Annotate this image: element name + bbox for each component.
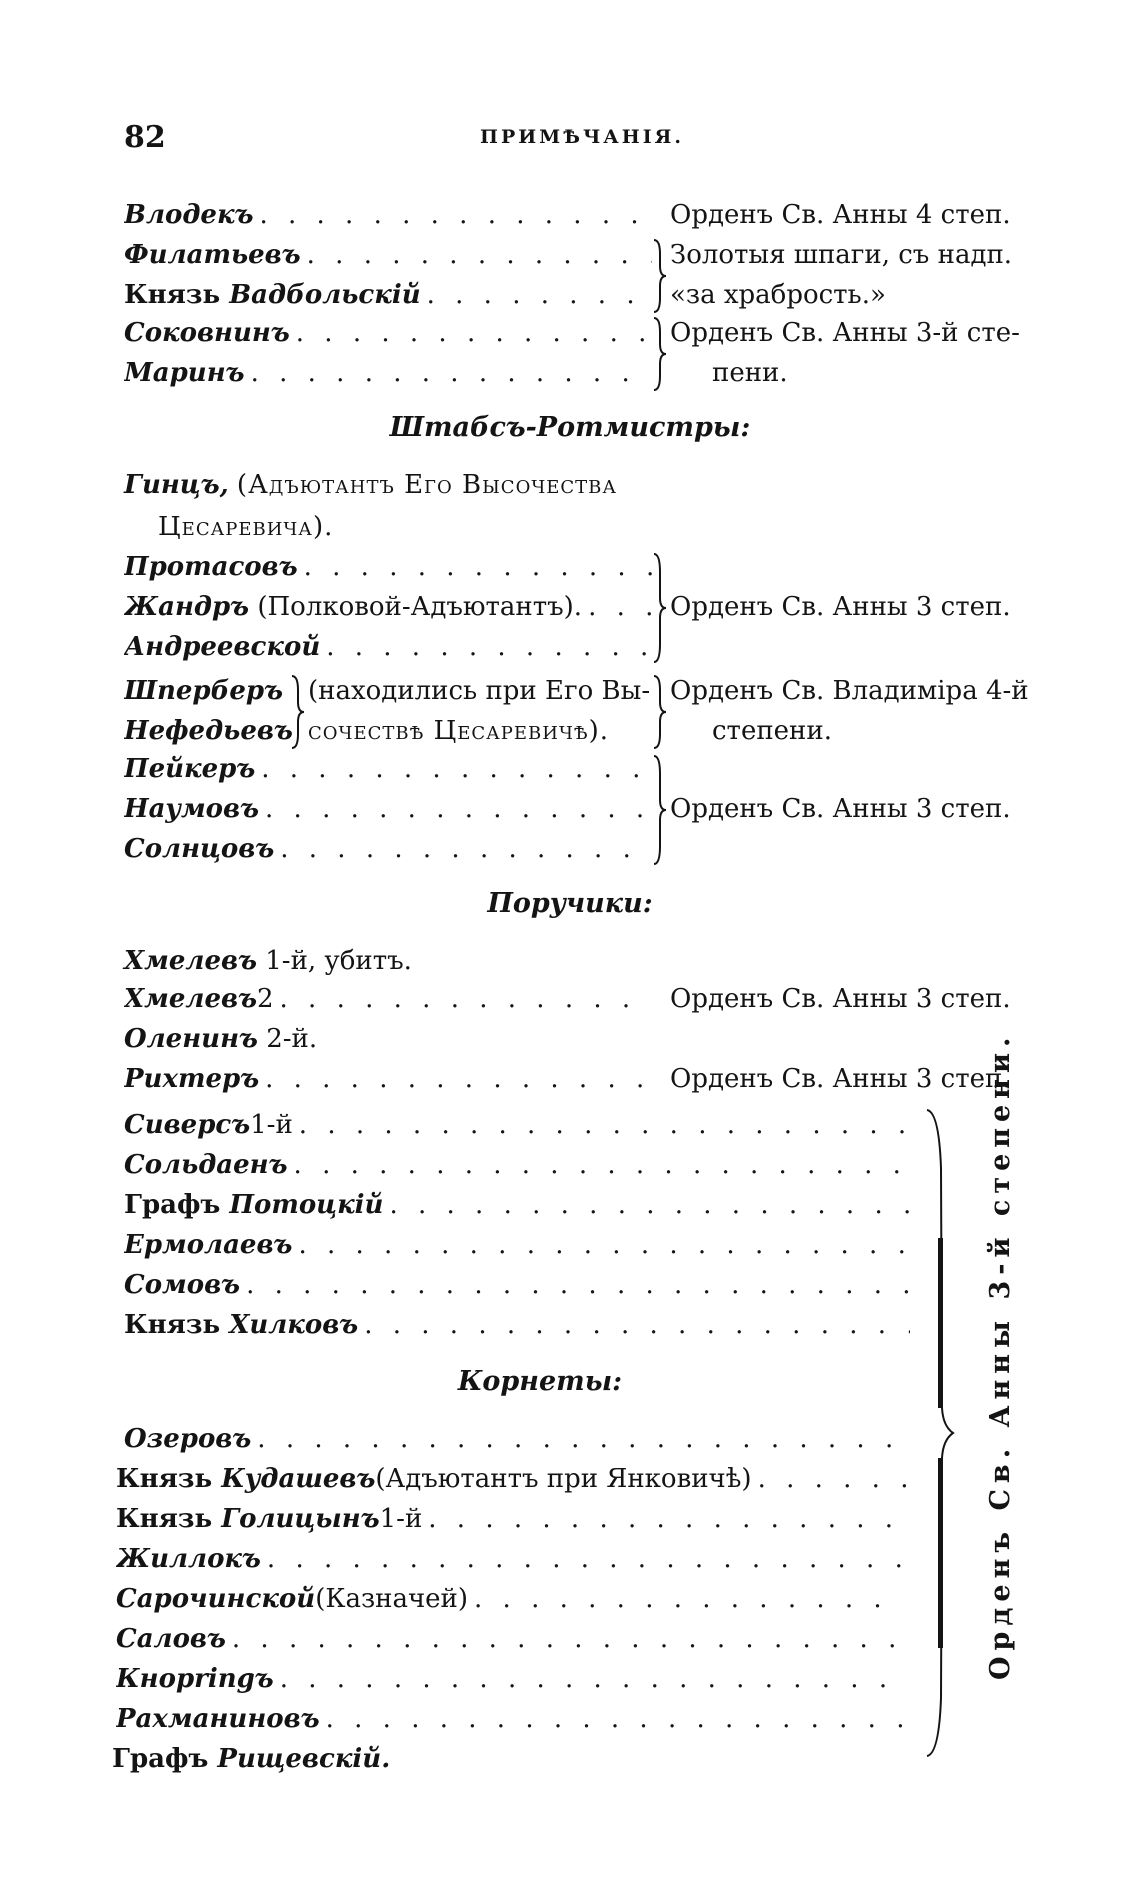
entry-vadbolsky: Князь Вадбольскій . . . <box>124 276 652 314</box>
entry-filatyev: Филатьевъ . . . <box>124 236 652 274</box>
award-richter: Орденъ Св. Анны 3 степ. <box>670 1064 1011 1094</box>
entry-ozerov: Озеровъ . . . <box>124 1420 910 1458</box>
running-head: ПРИМѢЧАНІЯ. <box>480 126 684 148</box>
entry-marin: Маринъ . . . <box>124 354 652 392</box>
award-anna3-line2: пени. <box>712 358 788 388</box>
heading-poruchiki: Поручики: <box>487 888 653 919</box>
award-group2-line2: степени. <box>712 716 832 746</box>
entry-khmelev-1: Хмелевъ 1-й, убитъ. <box>124 946 412 976</box>
brace-large <box>925 1108 955 1758</box>
heading-stabs-rotmistry: Штабсъ-Ротмистры: <box>389 412 751 443</box>
entry-khmelev-2: Хмелевъ 2 . . . <box>124 980 652 1018</box>
brace-anna-3 <box>652 316 668 392</box>
entry-kudashev: Князь Кудашевъ (Адъютантъ при Янковичѣ) . . . <box>116 1460 912 1498</box>
entry-andreevskoy: Андреевской . . . <box>124 628 652 666</box>
entry-pototsky: Графъ Потоцкій . . . <box>124 1186 910 1224</box>
brace-group2-names <box>290 674 306 750</box>
award-group1: Орденъ Св. Анны 3 степ. <box>670 592 1011 622</box>
brace-group3 <box>652 754 668 866</box>
heading-kornety: Корнеты: <box>457 1366 623 1397</box>
brace-group2 <box>652 674 668 750</box>
entry-ginz: Гинцъ, (Адъютантъ Его Высочества <box>124 470 618 500</box>
entry-zhillok: Жиллокъ . . . <box>116 1540 902 1578</box>
entry-shperber: Шперберъ <box>124 676 283 706</box>
entry-somov: Сомовъ . . . <box>124 1266 910 1304</box>
entry-zhandr: Жандръ (Полковой-Адъютантъ). . . . <box>124 588 652 626</box>
entry-sokovnin: Соковнинъ . . . <box>124 314 652 352</box>
award-anna3-line1: Орденъ Св. Анны 3-й сте- <box>670 318 1020 348</box>
award-group3: Орденъ Св. Анны 3 степ. <box>670 794 1011 824</box>
entry-sivers: Сиверсъ 1-й . . . <box>124 1106 910 1144</box>
entry-olenin: Оленинъ 2-й. <box>124 1024 318 1054</box>
entry-sarochinskoy: Сарочинской (Казначей) . . . <box>116 1580 902 1618</box>
vertical-award-text: Орденъ Св. Анны 3-й степени. <box>985 1031 1016 1680</box>
entry-khilkov: Князь Хилковъ . . . <box>124 1306 910 1344</box>
award-khmelev-2: Орденъ Св. Анны 3 степ. <box>670 984 1011 1014</box>
entry-rakhmaninov: Рахманиновъ . . . <box>116 1700 902 1738</box>
brace-swords <box>652 238 668 314</box>
entry-salov: Саловъ . . . <box>116 1620 902 1658</box>
award-swords-line1: Золотыя шпаги, съ надп. <box>670 240 1013 270</box>
entry-naumov: Наумовъ . . . <box>124 790 652 828</box>
group2-note-line2: сочествѣ Цесаревичѣ). <box>308 716 609 746</box>
entry-richter: Рихтеръ . . . <box>124 1060 652 1098</box>
brace-group1 <box>652 552 668 664</box>
entry-rishchevsky: Графъ Рищевскій. <box>112 1744 391 1774</box>
entry-protasov: Протасовъ . . . <box>124 548 652 586</box>
entry-vlodek: Влодекъ . . . <box>124 196 652 234</box>
entry-soldaen: Сольдаенъ . . . <box>124 1146 910 1184</box>
award-vlodek: Орденъ Св. Анны 4 степ. <box>670 200 1011 230</box>
entry-knorring: Кнорringъ . . . <box>116 1660 902 1698</box>
entry-ermolaev: Ермолаевъ . . . <box>124 1226 910 1264</box>
entry-nefediev: Нефедьевъ <box>124 716 293 746</box>
entry-solntsov: Солнцовъ . . . <box>124 830 652 868</box>
entry-ginz-note2: Цесаревича). <box>158 512 334 542</box>
entry-golitsyn: Князь Голицынъ 1-й . . . <box>116 1500 902 1538</box>
page-number: 82 <box>124 120 166 155</box>
award-group2-line1: Орденъ Св. Владиміра 4-й <box>670 676 1029 706</box>
page-header <box>124 120 1040 160</box>
award-swords-line2: «за храбрость.» <box>670 280 886 310</box>
group2-note-line1: (находились при Его Вы- <box>308 676 651 706</box>
entry-peiker: Пейкеръ . . . <box>124 750 652 788</box>
